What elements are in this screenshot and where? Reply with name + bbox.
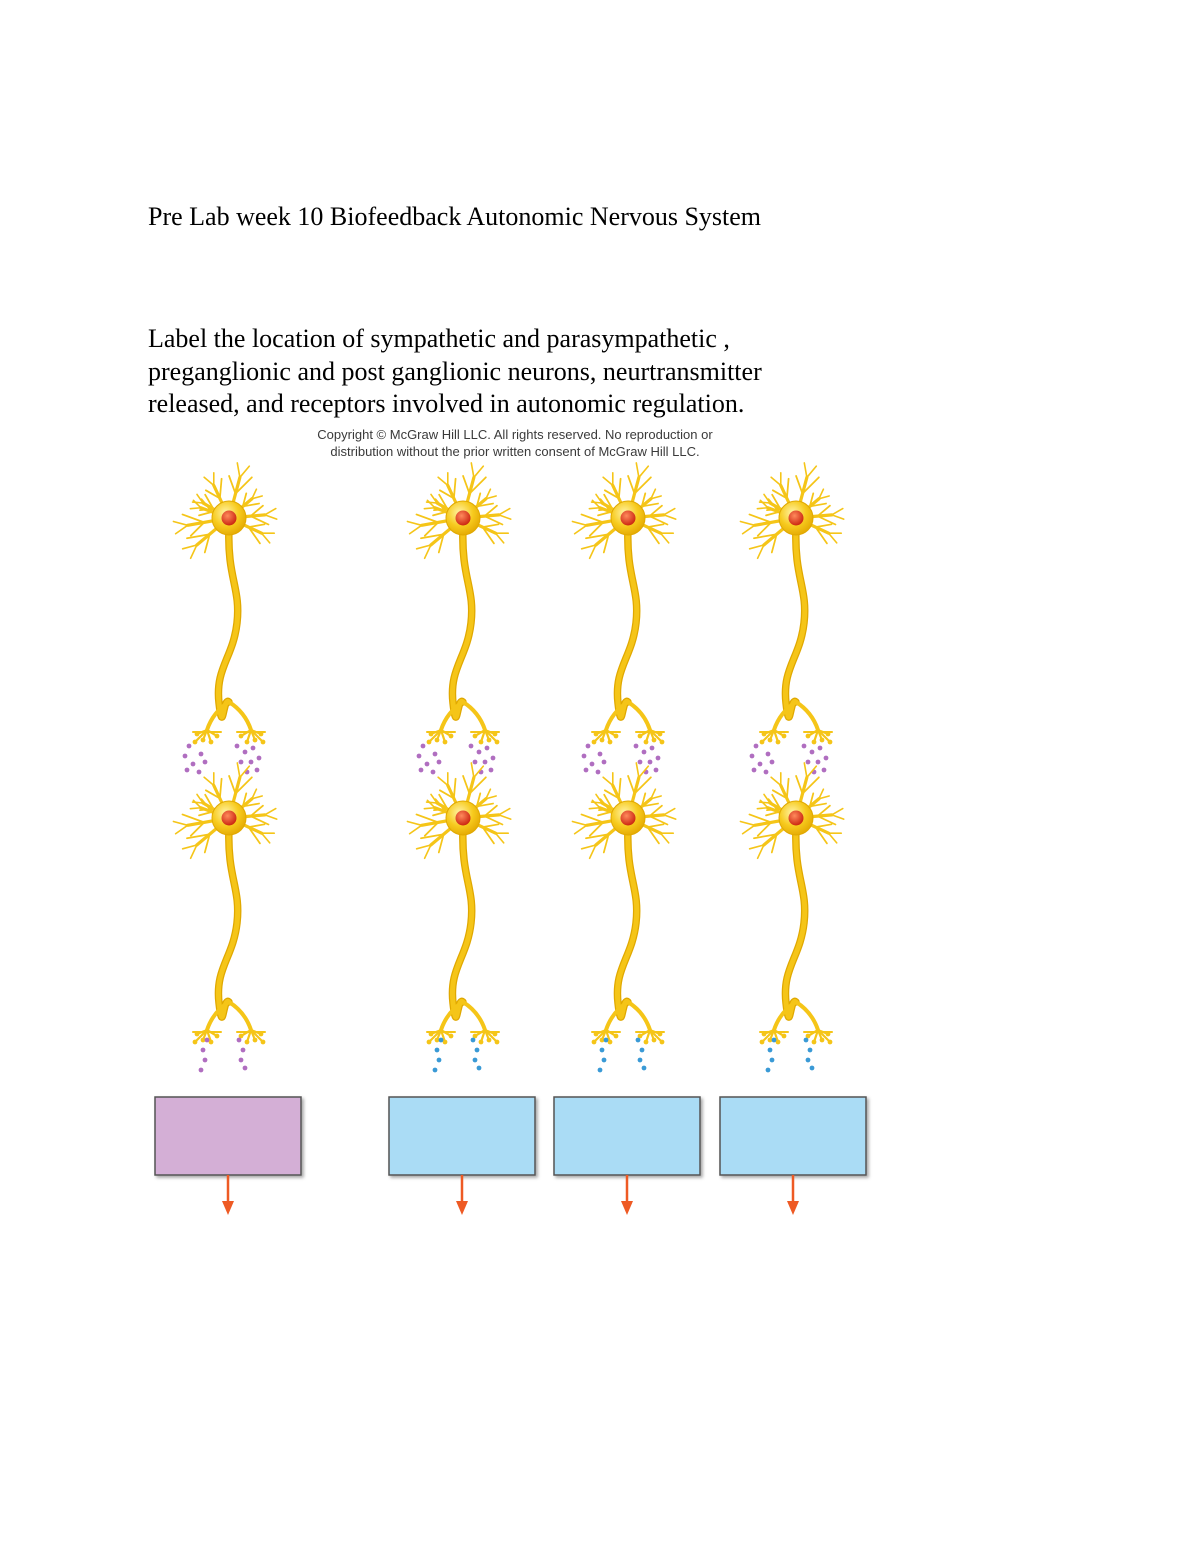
nucleus [621, 811, 636, 826]
vesicle [764, 770, 769, 775]
effector-synapse-vesicles [598, 1038, 647, 1073]
vesicle [642, 1066, 647, 1071]
vesicle [477, 1066, 482, 1071]
vesicle [473, 760, 478, 765]
vesicle [491, 756, 496, 761]
vesicle [810, 750, 815, 755]
vesicle [203, 1058, 208, 1063]
ganglion-synapse-vesicles [750, 744, 829, 775]
effector-synapse-vesicles [766, 1038, 815, 1073]
vesicle [810, 1066, 815, 1071]
effector-synapse-vesicles [433, 1038, 482, 1073]
copyright-line-1: Copyright © McGraw Hill LLC. All rights reserved. No reproduction or [317, 427, 713, 442]
vesicle [754, 744, 759, 749]
vesicle [249, 760, 254, 765]
vesicle [239, 1058, 244, 1063]
neuron-postganglionic [572, 763, 675, 1044]
vesicle [750, 754, 755, 759]
vesicle [439, 1038, 444, 1043]
vesicle [634, 744, 639, 749]
vesicle [239, 760, 244, 765]
vesicle [205, 1038, 210, 1043]
vesicle [469, 744, 474, 749]
neuron-preganglionic [407, 463, 510, 744]
vesicle [768, 1048, 773, 1053]
vesicle [770, 1058, 775, 1063]
vesicle [818, 746, 823, 751]
effector-label-box [155, 1097, 301, 1175]
vesicle [590, 762, 595, 767]
vesicle [656, 756, 661, 761]
vesicle [235, 744, 240, 749]
vesicle [203, 760, 208, 765]
vesicle [824, 756, 829, 761]
effector-label-box [720, 1097, 866, 1175]
vesicle [251, 746, 256, 751]
vesicle [808, 1048, 813, 1053]
nucleus [789, 511, 804, 526]
nucleus [222, 811, 237, 826]
vesicle [804, 1038, 809, 1043]
neuron-preganglionic [572, 463, 675, 744]
vesicle [638, 1058, 643, 1063]
vesicle [197, 770, 202, 775]
vesicle [654, 768, 659, 773]
vesicle [816, 760, 821, 765]
ganglion-synapse-vesicles [582, 744, 661, 775]
vesicle [477, 750, 482, 755]
vesicle [483, 760, 488, 765]
vesicle [586, 744, 591, 749]
arrow-head [621, 1201, 633, 1215]
arrow-head [787, 1201, 799, 1215]
nucleus [222, 511, 237, 526]
vesicle [243, 750, 248, 755]
vesicle [638, 760, 643, 765]
vesicle [185, 768, 190, 773]
vesicle [255, 768, 260, 773]
neuron-preganglionic [173, 463, 276, 744]
document-title: Pre Lab week 10 Biofeedback Autonomic Nervous System [148, 202, 762, 231]
vesicle [600, 1048, 605, 1053]
vesicle [191, 762, 196, 767]
vesicle [602, 760, 607, 765]
vesicle [766, 1068, 771, 1073]
vesicle [201, 1048, 206, 1053]
effector-synapse-vesicles [199, 1038, 248, 1073]
copyright-line-2: distribution without the prior written consent of McGraw Hill LLC. [330, 444, 700, 459]
nucleus [456, 811, 471, 826]
neuron-postganglionic [173, 763, 276, 1044]
vesicle [437, 1058, 442, 1063]
arrow-head [222, 1201, 234, 1215]
vesicle [475, 1048, 480, 1053]
vesicle [471, 1038, 476, 1043]
vesicle [425, 762, 430, 767]
vesicle [489, 768, 494, 773]
vesicle [598, 1068, 603, 1073]
vesicle [199, 1068, 204, 1073]
effector-label-box [389, 1097, 535, 1175]
instructions-line-1: Label the location of sympathetic and parasympathetic , [148, 324, 730, 353]
vesicle [582, 754, 587, 759]
ganglion-synapse-vesicles [183, 744, 262, 775]
vesicle [650, 746, 655, 751]
vesicle [822, 768, 827, 773]
vesicle [257, 756, 262, 761]
instructions-line-2: preganglionic and post ganglionic neurons, neurtransmitter [148, 356, 762, 386]
vesicle [419, 768, 424, 773]
vesicle [584, 768, 589, 773]
vesicle [648, 760, 653, 765]
vesicle [604, 1038, 609, 1043]
vesicle [766, 752, 771, 757]
vesicle [183, 754, 188, 759]
vesicle [806, 1058, 811, 1063]
nucleus [789, 811, 804, 826]
vesicle [758, 762, 763, 767]
vesicle [435, 1048, 440, 1053]
vesicle [421, 744, 426, 749]
arrow-head [456, 1201, 468, 1215]
vesicle [770, 760, 775, 765]
vesicle [243, 1066, 248, 1071]
effector-label-box [554, 1097, 700, 1175]
instructions-line-3: released, and receptors involved in autonomic regulation. [148, 389, 745, 418]
vesicle [602, 1058, 607, 1063]
vesicle [642, 750, 647, 755]
vesicle [598, 752, 603, 757]
vesicle [187, 744, 192, 749]
nucleus [621, 511, 636, 526]
vesicle [640, 1048, 645, 1053]
vesicle [199, 752, 204, 757]
nucleus [456, 511, 471, 526]
vesicle [802, 744, 807, 749]
vesicle [241, 1048, 246, 1053]
vesicle [433, 752, 438, 757]
vesicle [636, 1038, 641, 1043]
vesicle [772, 1038, 777, 1043]
vesicle [806, 760, 811, 765]
vesicle [596, 770, 601, 775]
vesicle [473, 1058, 478, 1063]
neuron-postganglionic [740, 763, 843, 1044]
neuron-preganglionic [740, 463, 843, 744]
vesicle [417, 754, 422, 759]
vesicle [752, 768, 757, 773]
vesicle [437, 760, 442, 765]
vesicle [485, 746, 490, 751]
vesicle [431, 770, 436, 775]
neuron-postganglionic [407, 763, 510, 1044]
vesicle [237, 1038, 242, 1043]
ganglion-synapse-vesicles [417, 744, 496, 775]
vesicle [433, 1068, 438, 1073]
